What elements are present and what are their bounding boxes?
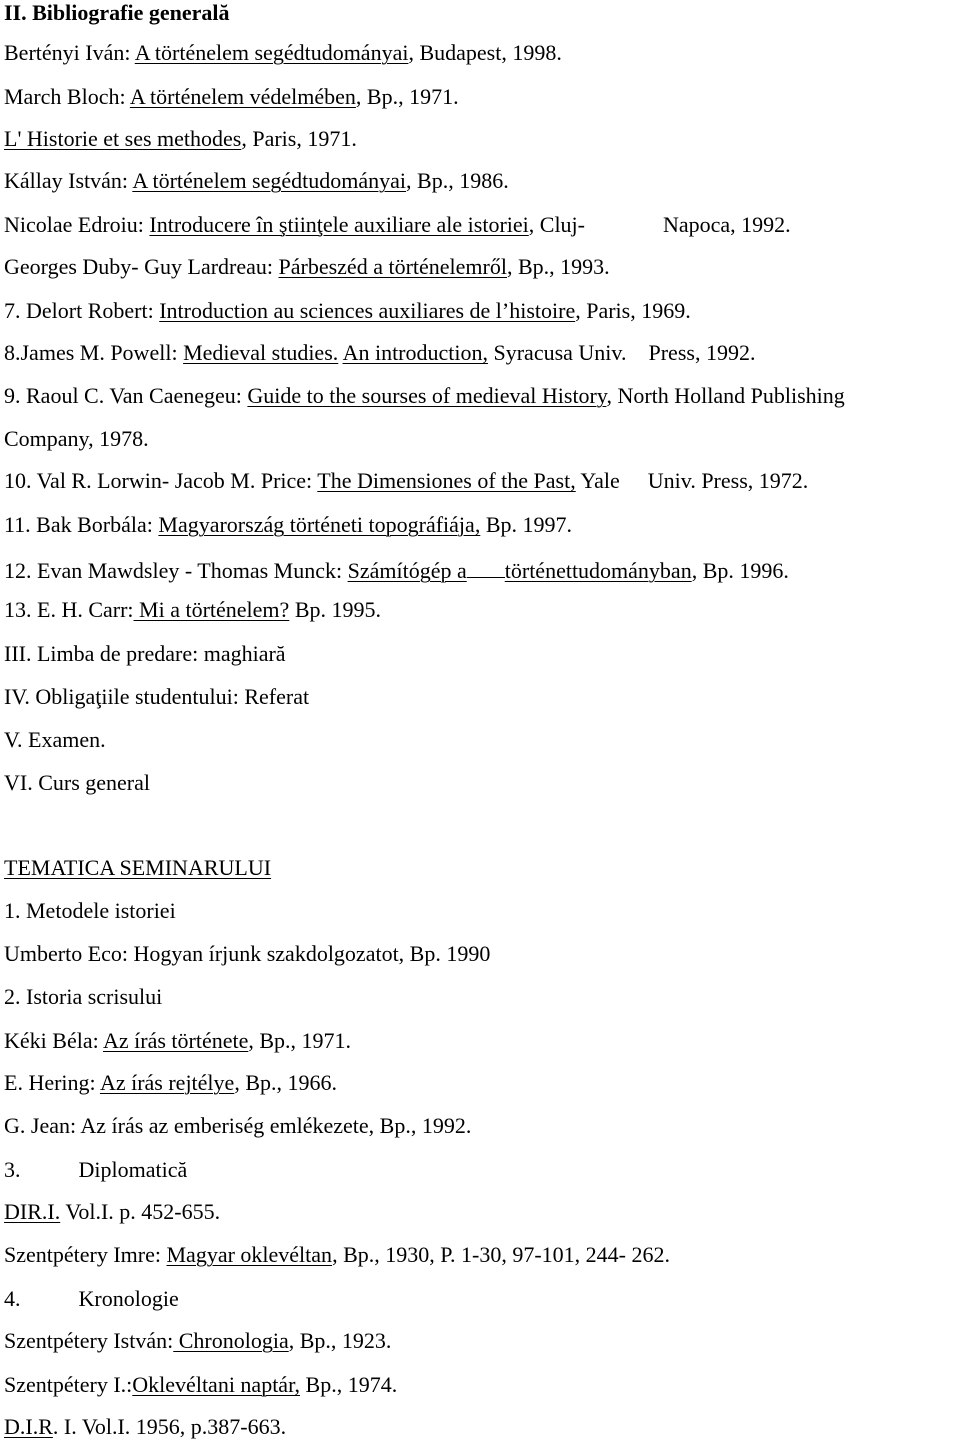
- text-segment: 12. Evan Mawdsley - Thomas Munck:: [4, 558, 348, 583]
- text-segment: Vol.I. p. 452-655.: [60, 1199, 221, 1224]
- text-line: [4, 1328, 391, 1354]
- text-segment: , Bp., 1923.: [288, 1328, 392, 1353]
- underlined-title: TEMATICA SEMINARULUI: [4, 855, 272, 880]
- underlined-title: An introduction,: [342, 340, 488, 365]
- text-line: [4, 468, 808, 494]
- spacer: [467, 555, 505, 578]
- text-line: [4, 1242, 670, 1268]
- text-line: [4, 126, 357, 152]
- text-line: [4, 426, 149, 452]
- underlined-title: L' Historie et ses methodes: [4, 126, 242, 151]
- underlined-title: Introduction au sciences auxiliares de l’histoire: [159, 298, 576, 323]
- text-segment: , Budapest, 1998.: [408, 40, 562, 65]
- text-line: [4, 941, 490, 967]
- text-segment: 8.James M. Powell:: [4, 340, 184, 365]
- text-line: [4, 40, 562, 66]
- underlined-title: Guide to the sourses of medieval History: [247, 383, 607, 408]
- text-segment: Szentpétery Imre:: [4, 1242, 167, 1267]
- text-line: [4, 684, 309, 710]
- text-line: [4, 1199, 220, 1225]
- text-line: [4, 1414, 286, 1440]
- text-segment: , Bp., 1966.: [234, 1070, 337, 1095]
- section-heading: [4, 0, 229, 26]
- text-segment: . I. Vol.I. 1956, p.387-663.: [52, 1414, 287, 1439]
- text-segment: Kronologie: [78, 1286, 179, 1311]
- text-segment: 9. Raoul C. Van Caenegeu:: [4, 383, 248, 408]
- underlined-title: Oklevéltani naptár,: [132, 1372, 301, 1397]
- underlined-title: DIR.I.: [4, 1199, 61, 1224]
- text-line: [4, 1113, 471, 1139]
- underlined-title: A történelem védelmében: [129, 84, 356, 109]
- text-segment: Napoca, 1992.: [663, 212, 791, 237]
- text-line: [4, 597, 381, 623]
- text-line: [4, 1286, 179, 1312]
- text-segment: , North Holland Publishing: [606, 383, 845, 408]
- text-line: [4, 254, 610, 280]
- text-segment: III. Limba de predare: maghiară: [4, 641, 286, 666]
- text-line: [4, 555, 789, 584]
- text-line: [4, 1070, 337, 1096]
- underlined-title: Számítógép a: [347, 558, 467, 583]
- seminar-heading: [4, 855, 271, 881]
- text-segment: , Bp., 1930, P. 1-30, 97-101, 244- 262.: [332, 1242, 671, 1267]
- text-segment: Szentpétery István:: [4, 1328, 174, 1353]
- text-segment: Georges Duby- Guy Lardreau:: [4, 254, 279, 279]
- text-line: [4, 641, 286, 667]
- text-line: [4, 770, 150, 796]
- text-segment: V. Examen.: [4, 727, 106, 752]
- text-segment: 4.: [4, 1286, 21, 1311]
- text-segment: , Bp., 1971.: [248, 1028, 352, 1053]
- text-segment: Kéki Béla:: [4, 1028, 103, 1053]
- text-line: [4, 727, 106, 753]
- text-segment: G. Jean: Az írás az emberiség emlékezete, Bp., 1992.: [4, 1113, 472, 1138]
- text-segment: Bp. 1995.: [289, 597, 381, 622]
- text-segment: , Bp., 1993.: [506, 254, 610, 279]
- text-segment: E. Hering:: [4, 1070, 100, 1095]
- text-line: [4, 898, 176, 924]
- text-segment: VI. Curs general: [4, 770, 151, 795]
- text-segment: Diplomatică: [78, 1157, 188, 1182]
- underlined-title: A történelem segédtudományai: [132, 168, 407, 193]
- underlined-title: Mi a történelem?: [133, 597, 290, 622]
- underlined-title: Párbeszéd a történelemről: [278, 254, 507, 279]
- underlined-title: Magyar oklevéltan: [166, 1242, 333, 1267]
- text-line: [4, 298, 691, 324]
- text-segment: Bp. 1997.: [480, 512, 572, 537]
- text-segment: 1. Metodele istoriei: [4, 898, 176, 923]
- text-segment: 10. Val R. Lorwin- Jacob M. Price:: [4, 468, 318, 493]
- text-segment: Bp., 1974.: [300, 1372, 398, 1397]
- text-segment: 3.: [4, 1157, 21, 1182]
- underlined-title: Az írás rejtélye: [99, 1070, 235, 1095]
- text-segment: Szentpétery I.:: [4, 1372, 133, 1397]
- text-line: [4, 340, 755, 366]
- text-segment: , Bp. 1996.: [691, 558, 789, 583]
- text-segment: Syracusa Univ.: [488, 340, 627, 365]
- text-segment: Yale: [575, 468, 620, 493]
- text-segment: 7. Delort Robert:: [4, 298, 160, 323]
- text-line: [4, 1372, 397, 1398]
- text-segment: March Bloch:: [4, 84, 130, 109]
- text-line: [4, 512, 572, 538]
- underlined-title: Az írás története: [102, 1028, 249, 1053]
- text-segment: II. Bibliografie generală: [4, 0, 230, 25]
- underlined-title: Magyarország történeti topográfiája,: [158, 512, 481, 537]
- underlined-title: Introducere în ştiinţele auxiliare ale istoriei: [149, 212, 529, 237]
- underlined-title: The Dimensiones of the Past,: [317, 468, 576, 493]
- text-line: [4, 383, 845, 409]
- text-line: [4, 212, 791, 238]
- text-segment: , Paris, 1969.: [575, 298, 691, 323]
- text-segment: , Cluj-: [528, 212, 585, 237]
- text-segment: 11. Bak Borbála:: [4, 512, 159, 537]
- underlined-title: történettudományban: [504, 558, 692, 583]
- text-segment: , Bp., 1971.: [355, 84, 459, 109]
- text-line: [4, 1157, 187, 1183]
- underlined-title: D.I.R: [4, 1414, 53, 1439]
- text-segment: Umberto Eco: Hogyan írjunk szakdolgozatot, Bp. 1990: [4, 941, 491, 966]
- underlined-title: Medieval studies.: [183, 340, 339, 365]
- text-segment: Press, 1992.: [648, 340, 756, 365]
- text-segment: , Paris, 1971.: [241, 126, 357, 151]
- text-segment: , Bp., 1986.: [406, 168, 509, 193]
- text-segment: IV. Obligaţiile studentului: Referat: [4, 684, 310, 709]
- text-segment: Nicolae Edroiu:: [4, 212, 150, 237]
- text-segment: 13. E. H. Carr:: [4, 597, 134, 622]
- text-segment: 2. Istoria scrisului: [4, 984, 163, 1009]
- text-line: [4, 168, 509, 194]
- text-segment: Bertényi Iván:: [4, 40, 135, 65]
- underlined-title: Chronologia: [173, 1328, 289, 1353]
- text-segment: Univ. Press, 1972.: [647, 468, 809, 493]
- text-segment: Company, 1978.: [4, 426, 149, 451]
- text-line: [4, 1028, 351, 1054]
- underlined-title: A történelem segédtudományai: [134, 40, 409, 65]
- text-segment: Kállay István:: [4, 168, 133, 193]
- text-line: [4, 984, 162, 1010]
- text-line: [4, 84, 459, 110]
